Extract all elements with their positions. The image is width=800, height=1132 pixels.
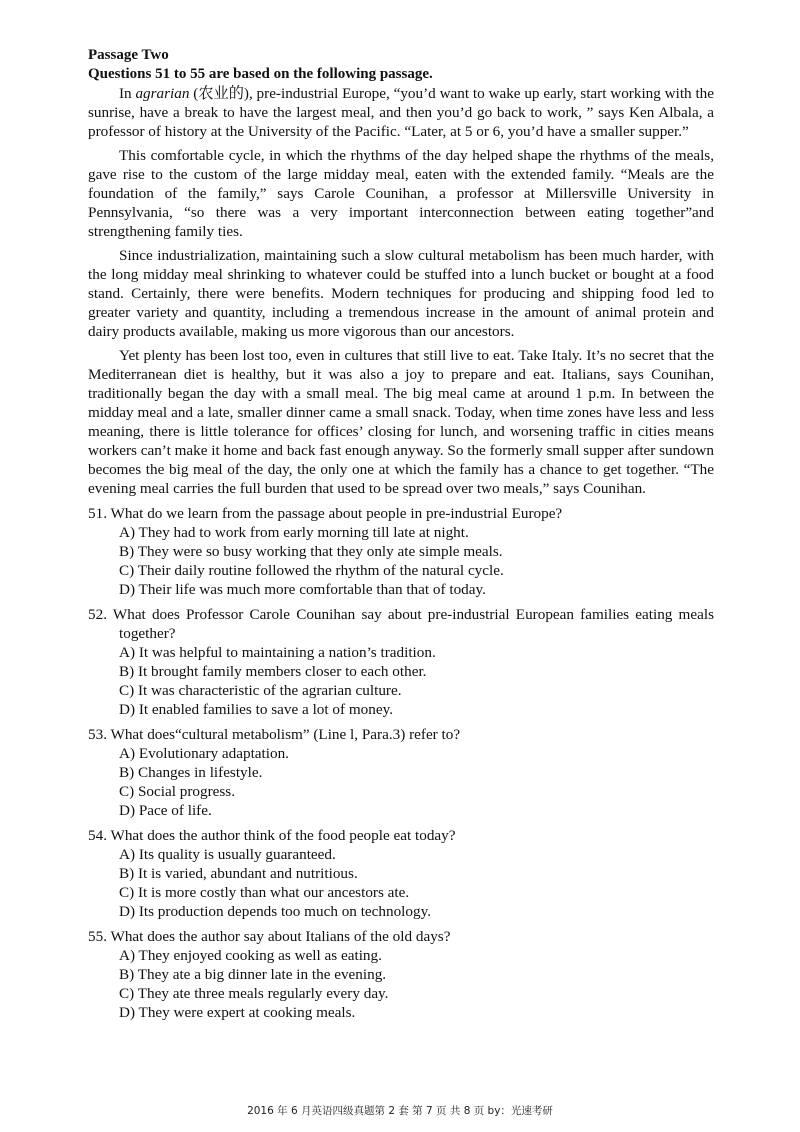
answer-option-a: A) Evolutionary adaptation. <box>119 745 289 762</box>
question-55 <box>88 927 714 1022</box>
question-stem: 53. What does“cultural metabolism” (Line l, Para.3) refer to? <box>88 726 461 743</box>
paragraph-1-lead: In <box>119 85 136 102</box>
answer-option-b: B) Changes in lifestyle. <box>119 764 263 781</box>
question-54 <box>88 826 714 921</box>
answer-option-d: D) Pace of life. <box>119 802 212 819</box>
passage-title: Passage Two <box>88 47 169 63</box>
answer-option-a: A) They had to work from early morning till late at night. <box>119 524 469 541</box>
paragraph-3: Since industrialization, maintaining such a slow cultural metabolism has been much harder, with the long midday meal shrinking to whatever could be stuffed into a lunch bucket or bought at a food stand. Certainly, there were benefits. Modern techniques for producing and shipping food led to greater variety and quantity, including a tremendous increase in the amount of animal protein and dairy products available, making us more vigorous than our ancestors. <box>88 247 714 340</box>
question-53 <box>88 725 714 820</box>
question-51 <box>88 504 714 599</box>
answer-option-b: B) They ate a big dinner late in the evening. <box>119 966 387 983</box>
answer-option-a: A) They enjoyed cooking as well as eating. <box>119 947 382 964</box>
answer-option-d: D) Their life was much more comfortable than that of today. <box>119 581 486 598</box>
question-stem: 54. What does the author think of the food people eat today? <box>88 827 456 844</box>
answer-option-b: B) It brought family members closer to each other. <box>119 663 427 680</box>
exam-page <box>88 46 714 1022</box>
question-stem: 51. What do we learn from the passage about people in pre-industrial Europe? <box>88 505 563 522</box>
answer-option-a: A) Its quality is usually guaranteed. <box>119 846 336 863</box>
question-stem: 55. What does the author say about Italians of the old days? <box>88 928 451 945</box>
paragraph-1-body: (农业的), pre-industrial Europe, “you’d want to wake up early, start working with the sunrise, have a break to have the largest meal, and then you’d go back to work, ” says Ken Albala, a professor of history at the University of the Pacific. “Later, at 5 or 6, you’d have a smaller supper.” <box>88 85 715 140</box>
paragraph-2: This comfortable cycle, in which the rhythms of the day helped shape the rhythms of the meals, gave rise to the custom of the large midday meal, eaten with the extended family. “Meals are the foundation of the family,” says Carole Counihan, a professor at Millersville University in Pennsylvania, “so there was a very important interconnection between eating together”and strengthening family ties. <box>88 147 714 240</box>
answer-option-c: C) It is more costly than what our ancestors ate. <box>119 884 410 901</box>
question-list <box>88 504 714 1022</box>
answer-option-b: B) It is varied, abundant and nutritious. <box>119 865 358 882</box>
answer-option-d: D) Its production depends too much on technology. <box>119 903 431 920</box>
answer-option-c: C) They ate three meals regularly every day. <box>119 985 389 1002</box>
page-footer: 2016 年 6 月英语四级真题第 2 套 第 7 页 共 8 页 by：光速考研 <box>247 1105 553 1117</box>
answer-option-b: B) They were so busy working that they only ate simple meals. <box>119 543 503 560</box>
answer-option-c: C) It was characteristic of the agrarian culture. <box>119 682 402 699</box>
question-52 <box>88 605 714 719</box>
paragraph-1-term: agrarian <box>135 85 190 102</box>
answer-option-d: D) They were expert at cooking meals. <box>119 1004 356 1021</box>
answer-option-d: D) It enabled families to save a lot of money. <box>119 701 393 718</box>
answer-option-c: C) Their daily routine followed the rhythm of the natural cycle. <box>119 562 504 579</box>
paragraph-4: Yet plenty has been lost too, even in cultures that still live to eat. Take Italy. It’s no secret that the Mediterranean diet is healthy, but it was also a joy to prepare and eat. Italians, says Counihan, traditionally began the day with a small meal. The big meal came at around 1 p.m. In between the midday meal and a late, smaller dinner came a small snack. Today, when time zones have less and less meaning, there is little tolerance for offices’ closing for lunch, and worsening traffic in cities means workers can’t make it home and back fast enough anyway. So the formerly small supper after sundown becomes the big meal of the day, the only one at which the family has a chance to get together. “The evening meal carries the full burden that used to be spread over two meals,” says Counihan. <box>88 347 714 497</box>
answer-option-a: A) It was helpful to maintaining a nation’s tradition. <box>119 644 436 661</box>
question-stem: 52. What does Professor Carole Counihan say about pre-industrial European families eating meals together? <box>88 606 714 642</box>
passage-instruction: Questions 51 to 55 are based on the following passage. <box>88 66 433 82</box>
paragraph-1 <box>88 84 714 141</box>
answer-option-c: C) Social progress. <box>119 783 235 800</box>
